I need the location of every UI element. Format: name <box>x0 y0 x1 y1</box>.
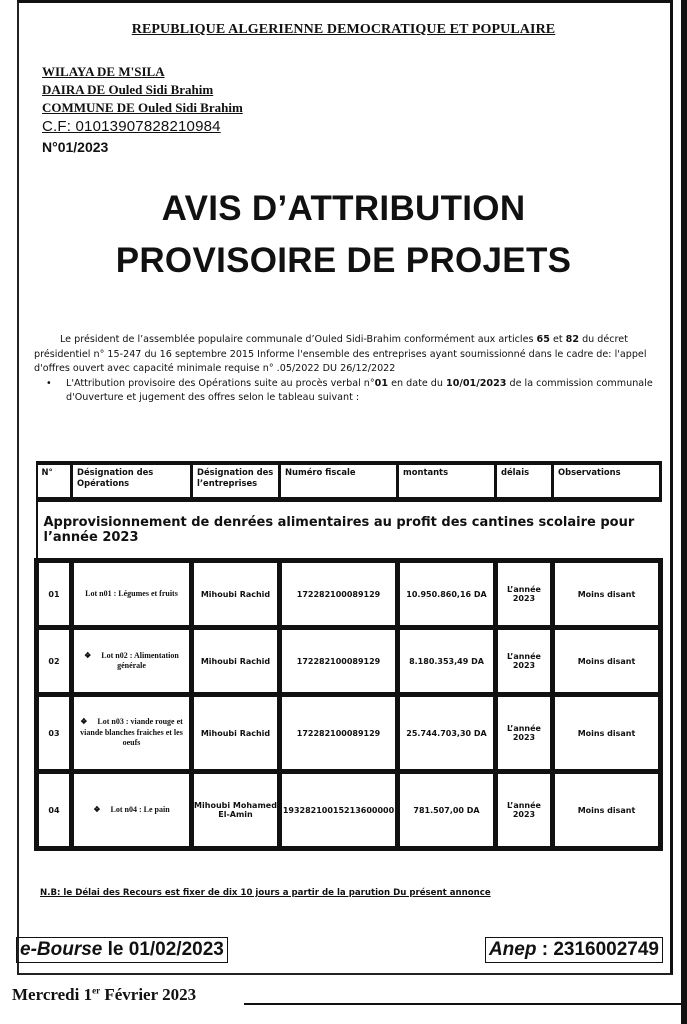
pv-date: 10/01/2023 <box>446 377 507 389</box>
bullet-text-c: en date du <box>388 377 447 389</box>
observation: Moins disant <box>553 561 661 628</box>
intro-bullet <box>46 377 654 406</box>
diamond-bullet-icon: ❖ <box>93 804 101 814</box>
lot-text: Lot n01 : Légumes et fruits <box>85 588 178 598</box>
row-number: 01 <box>37 561 72 628</box>
bullet-text <box>66 377 654 406</box>
anep-label: Anep <box>488 939 537 960</box>
intro-text-e: du décret présidentiel n° 15-247 du 16 septembre 2015 Informe l'ensemble des entreprises ayant soumissionné dans le cadre de: l'appel d'offres ouvert avec capacité minimale requise n° .05/2022 DU 26/12/2022 <box>34 334 647 374</box>
notice-number: N°01/2023 <box>42 139 109 155</box>
pubdate-day: Mercredi 1 <box>12 985 93 1004</box>
bullet-icon: • <box>46 377 52 389</box>
daira: DAIRA DE Ouled Sidi Brahim <box>42 82 214 97</box>
col-header-nif: Numéro fiscale <box>280 463 398 500</box>
publication-date <box>12 985 196 1005</box>
lot-text: Lot n03 : viande rouge et viande blanches fraiches et les oeufs <box>80 717 183 748</box>
ebourse-date: le 01/02/2023 <box>102 939 224 960</box>
diamond-bullet-icon: ❖ <box>84 650 92 660</box>
montant: 781.507,00 DA <box>398 772 496 849</box>
table-header-row <box>37 463 661 500</box>
entreprise: Mihoubi Mohamed El-Amin <box>192 772 280 849</box>
bullet-text-e: de la commission communale d'Ouverture et jugement des offres selon le tableau suivant : <box>66 377 653 403</box>
delai: L’année 2023 <box>496 561 553 628</box>
title-line-1: AVIS D’ATTRIBUTION <box>161 189 526 228</box>
intro-text-c: et <box>549 334 566 345</box>
intro-text-a: Le président de l’assemblée populaire communale d’Ouled Sidi-Brahim conformément aux articles <box>60 334 537 345</box>
observation: Moins disant <box>553 772 661 849</box>
fiscal-code: C.F: 01013907828210984 <box>42 118 221 135</box>
article-82: 82 <box>565 334 580 345</box>
delai: L’année 2023 <box>496 695 553 772</box>
lot-description <box>72 695 192 772</box>
section-title: Approvisionnement de denrées alimentaires au profit des cantines scolaire pour l’année 2023 <box>37 500 661 561</box>
appeal-note: N.B: le Délai des Recours est fixer de dix 10 jours a partir de la parution Du présent annonce <box>40 888 491 898</box>
footer-rule <box>244 1003 681 1005</box>
nif: 172282100089129 <box>280 628 398 695</box>
nif: 172282100089129 <box>280 695 398 772</box>
montant: 8.180.353,49 DA <box>398 628 496 695</box>
pubdate-month-year: Février 2023 <box>100 985 197 1004</box>
row-number: 02 <box>37 628 72 695</box>
pubdate-ordinal: er <box>92 985 101 996</box>
title-line-2: PROVISOIRE DE PROJETS <box>115 241 572 280</box>
ebourse-box <box>16 937 228 963</box>
attribution-table <box>34 461 663 851</box>
table-row <box>37 695 661 772</box>
entreprise: Mihoubi Rachid <box>192 695 280 772</box>
col-header-delais: délais <box>496 463 553 500</box>
delai: L’année 2023 <box>496 772 553 849</box>
anep-number: : 2316002749 <box>536 939 659 960</box>
table-row <box>37 772 661 849</box>
anep-box <box>485 937 663 963</box>
col-header-montants: montants <box>398 463 496 500</box>
nif: 19328210015213600000 <box>280 772 398 849</box>
entreprise: Mihoubi Rachid <box>192 628 280 695</box>
pv-number: 01 <box>374 377 389 389</box>
nif: 172282100089129 <box>280 561 398 628</box>
col-header-number: N° <box>37 463 72 500</box>
intro-paragraph <box>34 333 654 377</box>
wilaya: WILAYA DE M'SILA <box>42 64 165 79</box>
col-header-observations: Observations <box>553 463 661 500</box>
row-number: 03 <box>37 695 72 772</box>
administration-block <box>42 63 243 157</box>
bullet-text-a: L'Attribution provisoire des Opérations suite au procès verbal n° <box>66 377 375 389</box>
intro-text <box>34 333 654 406</box>
diamond-bullet-icon: ❖ <box>80 717 88 727</box>
col-header-operations: Désignation des Opérations <box>72 463 192 500</box>
montant: 10.950.860,16 DA <box>398 561 496 628</box>
commune: COMMUNE DE Ouled Sidi Brahim <box>42 100 243 115</box>
section-row <box>37 500 661 561</box>
scan-edge <box>681 0 687 1024</box>
page-title <box>0 183 687 287</box>
row-number: 04 <box>37 772 72 849</box>
lot-text: Lot n02 : Alimentation générale <box>101 650 179 670</box>
delai: L’année 2023 <box>496 628 553 695</box>
entreprise: Mihoubi Rachid <box>192 561 280 628</box>
lot-description <box>72 561 192 628</box>
ebourse-brand: e-Bourse <box>20 939 103 960</box>
lot-description <box>72 628 192 695</box>
table-row <box>37 628 661 695</box>
lot-text: Lot n04 : Le pain <box>110 804 170 814</box>
observation: Moins disant <box>553 628 661 695</box>
observation: Moins disant <box>553 695 661 772</box>
table-row <box>37 561 661 628</box>
col-header-entreprises: Désignation des l’entreprises <box>192 463 280 500</box>
article-65: 65 <box>536 334 550 345</box>
lot-description <box>72 772 192 849</box>
montant: 25.744.703,30 DA <box>398 695 496 772</box>
republic-heading: REPUBLIQUE ALGERIENNE DEMOCRATIQUE ET POPULAIRE <box>131 22 556 37</box>
